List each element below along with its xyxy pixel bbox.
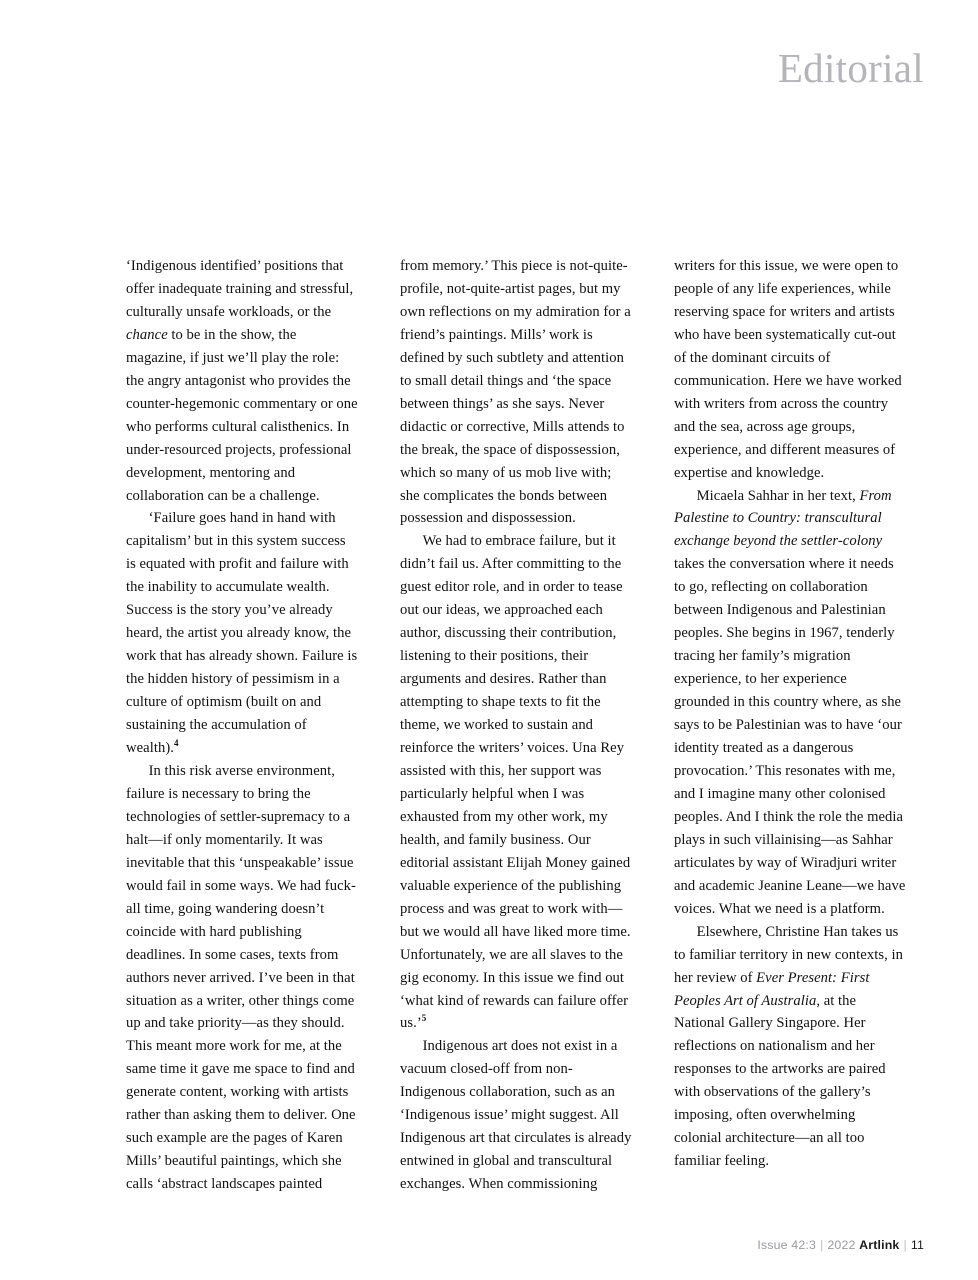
body-text-run: Elsewhere, Christine Han takes us to familiar territory in new contexts, in her review of	[674, 923, 903, 986]
footer-separator-1: |	[820, 1238, 824, 1252]
col3-para-1	[674, 255, 906, 485]
column-2	[400, 255, 632, 1196]
page-title: Editorial	[777, 45, 924, 91]
col3-para-3	[674, 921, 906, 1173]
col2-para-3	[400, 1035, 632, 1196]
footer-issue-label: Issue 42:3	[757, 1238, 817, 1252]
col1-para-2	[126, 507, 358, 759]
italic-title: Ever Present: First Peoples Art of Australia	[674, 969, 870, 1009]
footnote-marker: 5	[421, 1013, 427, 1024]
page-header	[0, 45, 924, 91]
body-text-run: from memory.’ This piece is not-quite-profile, not-quite-artist pages, but my own reflections on my admiration for a friend’s paintings. Mills’ work is defined by such subtlety and attention to small detail things and ‘the space between things’ as she says. Never didactic or corrective, Mills attends to the break, the space of dispossession, which so many of us mob live with; she complicates the bonds between possession and dispossession.	[400, 258, 631, 527]
col1-para-3	[126, 760, 358, 1196]
footnote-marker: 4	[174, 738, 179, 749]
body-text-run: ‘Failure goes hand in hand with capitalism’ but in this system success is equated with profit and failure with the inability to accumulate wealth. Success is the story you’ve already heard, the artist you already know, the work that has already shown. Failure is the hidden history of pessimism in a culture of optimism (built on and sustaining the accumulation of wealth).	[126, 510, 358, 757]
column-1	[126, 255, 358, 1196]
article-body	[126, 255, 906, 1196]
italic-title: From Palestine to Country: transcultural exchange beyond the settler-colony	[674, 487, 892, 550]
body-text-run: Micaela Sahhar in her text,	[696, 487, 860, 504]
footer-year: 2022	[827, 1238, 856, 1252]
col2-para-2	[400, 530, 632, 1035]
italic-title: chance	[126, 326, 168, 343]
body-text-run: Indigenous art does not exist in a vacuum closed-off from non-Indigenous collaboration, such as an ‘Indigenous issue’ might suggest. All Indigenous art that circulates is already entwined in global and transcultural exchanges. When commissioning	[400, 1038, 632, 1193]
footer-separator-2: |	[903, 1238, 907, 1252]
column-3	[674, 255, 906, 1196]
col3-para-2	[674, 485, 906, 921]
body-text-run: writers for this issue, we were open to people of any life experiences, while reserving space for writers and artists who have been systematically cut-out of the dominant circuits of communication. Here we have worked with writers from across the country and the sea, across age groups, experience, and different measures of expertise and knowledge.	[674, 258, 902, 481]
body-text-run: ‘Indigenous identified’ positions that offer inadequate training and stressful, culturally unsafe workloads, or the	[126, 258, 354, 320]
body-text-run: We had to embrace failure, but it didn’t fail us. After committing to the guest editor role, and in order to tease out our ideas, we approached each author, discussing their contribution, listening to their positions, their arguments and desires. Rather than attempting to shape texts to fit the theme, we worked to sustain and reinforce the writers’ voices. Una Rey assisted with this, her support was particularly helpful when I was exhausted from my other work, my health, and family business. Our editorial assistant Elijah Money gained valuable experience of the publishing process and was great to work with—but we would all have liked more time. Unfortunately, we are all slaves to the gig economy. In this issue we find out ‘what kind of rewards can failure offer us.’	[400, 533, 631, 1032]
col1-para-1	[126, 255, 358, 507]
footer-brand: Artlink	[859, 1238, 900, 1252]
page-footer	[0, 1238, 924, 1252]
body-text-run: to be in the show, the magazine, if just we’ll play the role: the angry antagonist who provides the counter-hegemonic commentary or one who performs cultural calisthenics. In under-resourced projects, professional development, mentoring and collaboration can be a challenge.	[126, 326, 358, 504]
body-text-run: In this risk averse environment, failure is necessary to bring the technologies of settler-supremacy to a halt—if only momentarily. It was inevitable that this ‘unspeakable’ issue would fail in some ways. We had fuck-all time, going wandering doesn’t coincide with hard publishing deadlines. In some cases, texts from authors never arrived. I’ve been in that situation as a writer, other things come up and take priority—as they should. This meant more work for me, at the same time it gave me space to find and generate content, working with artists rather than asking them to deliver. One such example are the pages of Karen Mills’ beautiful paintings, which she calls ‘abstract landscapes painted	[126, 762, 356, 1193]
body-text-run: , at the National Gallery Singapore. Her reflections on nationalism and her responses to the artworks are paired with observations of the gallery’s imposing, often overwhelming colonial architecture—an all too familiar feeling.	[674, 992, 886, 1170]
footer-page-number: 11	[910, 1238, 924, 1252]
body-text-run: takes the conversation where it needs to go, reflecting on collaboration between Indigenous and Palestinian peoples. She begins in 1967, tenderly tracing her family’s migration experience, to her experience grounded in this country where, as she says to be Palestinian was to have ‘our identity treated as a dangerous provocation.’ This resonates with me, and I imagine many other colonised peoples. And I think the role the media plays in such villainising—as Sahhar articulates by way of Wiradjuri writer and academic Jeanine Leane—we have voices. What we need is a platform.	[674, 556, 906, 917]
col2-para-1	[400, 255, 632, 530]
